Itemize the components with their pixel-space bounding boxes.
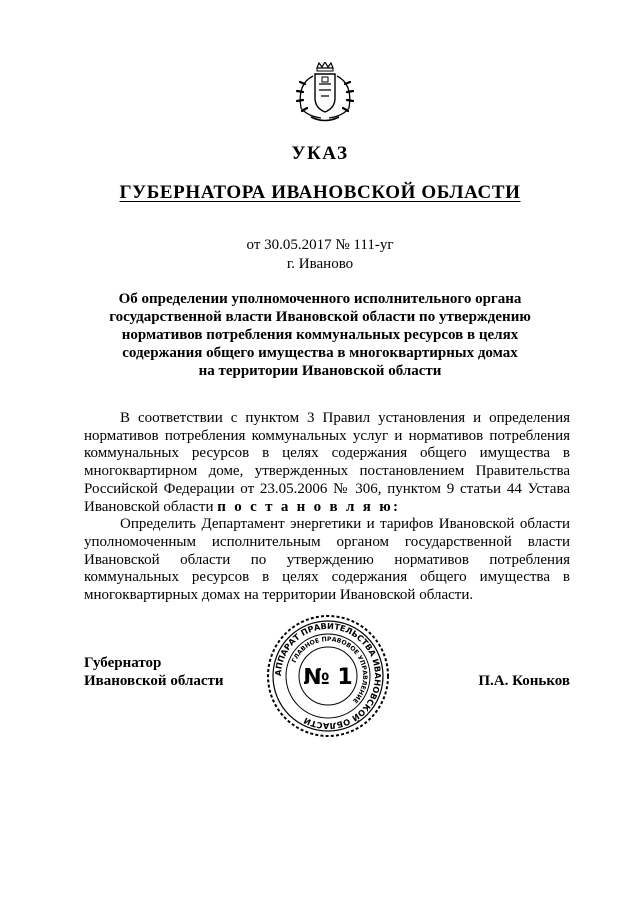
stamp-number: № 1 <box>303 665 353 690</box>
position-line: Ивановской области <box>84 673 224 689</box>
date-number-line: от 30.05.2017 № 111-уг <box>246 237 394 253</box>
heading-line: на территории Ивановской области <box>198 363 442 379</box>
paragraph-preamble <box>84 410 570 516</box>
city-line: г. Иваново <box>286 256 354 272</box>
preamble-text: В соответствии с пунктом 3 Правил установления и определения нормативов потребления коммунальных услуг и нормативов потребления коммунальных ресурсов в целях содержания общего имущества в многоквартирном доме, утвержденных постановлением Правительства Российской Федерации от 23.05.2006 № 306, пунктом 9 статьи 44 Устава Ивановской области <box>84 410 570 515</box>
signatory-position <box>84 654 224 690</box>
official-stamp <box>266 614 390 738</box>
heading-line: содержания общего имущества в многоквартирных домах <box>122 345 518 361</box>
heading-line: нормативов потребления коммунальных ресурсов в целях <box>121 327 519 343</box>
document-title: УКАЗ <box>291 143 349 164</box>
stamp-outer-ring-text: АППАРАТ ПРАВИТЕЛЬСТВА ИВАНОВСКОЙ ОБЛАСТИ <box>272 620 384 732</box>
document-heading <box>100 290 540 380</box>
coat-of-arms-icon <box>291 62 359 124</box>
subtitle-text: ГУБЕРНАТОРА ИВАНОВСКОЙ ОБЛАСТИ <box>119 182 521 203</box>
decree-keyword: п о с т а н о в л я ю: <box>217 498 401 515</box>
document-subtitle <box>0 182 640 204</box>
stamp-inner-ring-text: ГЛАВНОЕ ПРАВОВОЕ УПРАВЛЕНИЕ <box>290 635 369 705</box>
heading-line: государственной власти Ивановской области по утверждению <box>109 309 531 325</box>
document-body <box>84 410 570 605</box>
position-line: Губернатор <box>84 655 162 671</box>
signatory-name: П.А. Коньков <box>478 673 570 689</box>
paragraph-decision: Определить Департамент энергетики и тарифов Ивановской области уполномоченным исполнительным органом государственной власти Ивановской области по утверждению нормативов потребления коммунальных ресурсов в целях содержания общего имущества в многоквартирных домах на территории Ивановской области. <box>84 516 570 604</box>
heading-line: Об определении уполномоченного исполнительного органа <box>118 291 522 307</box>
